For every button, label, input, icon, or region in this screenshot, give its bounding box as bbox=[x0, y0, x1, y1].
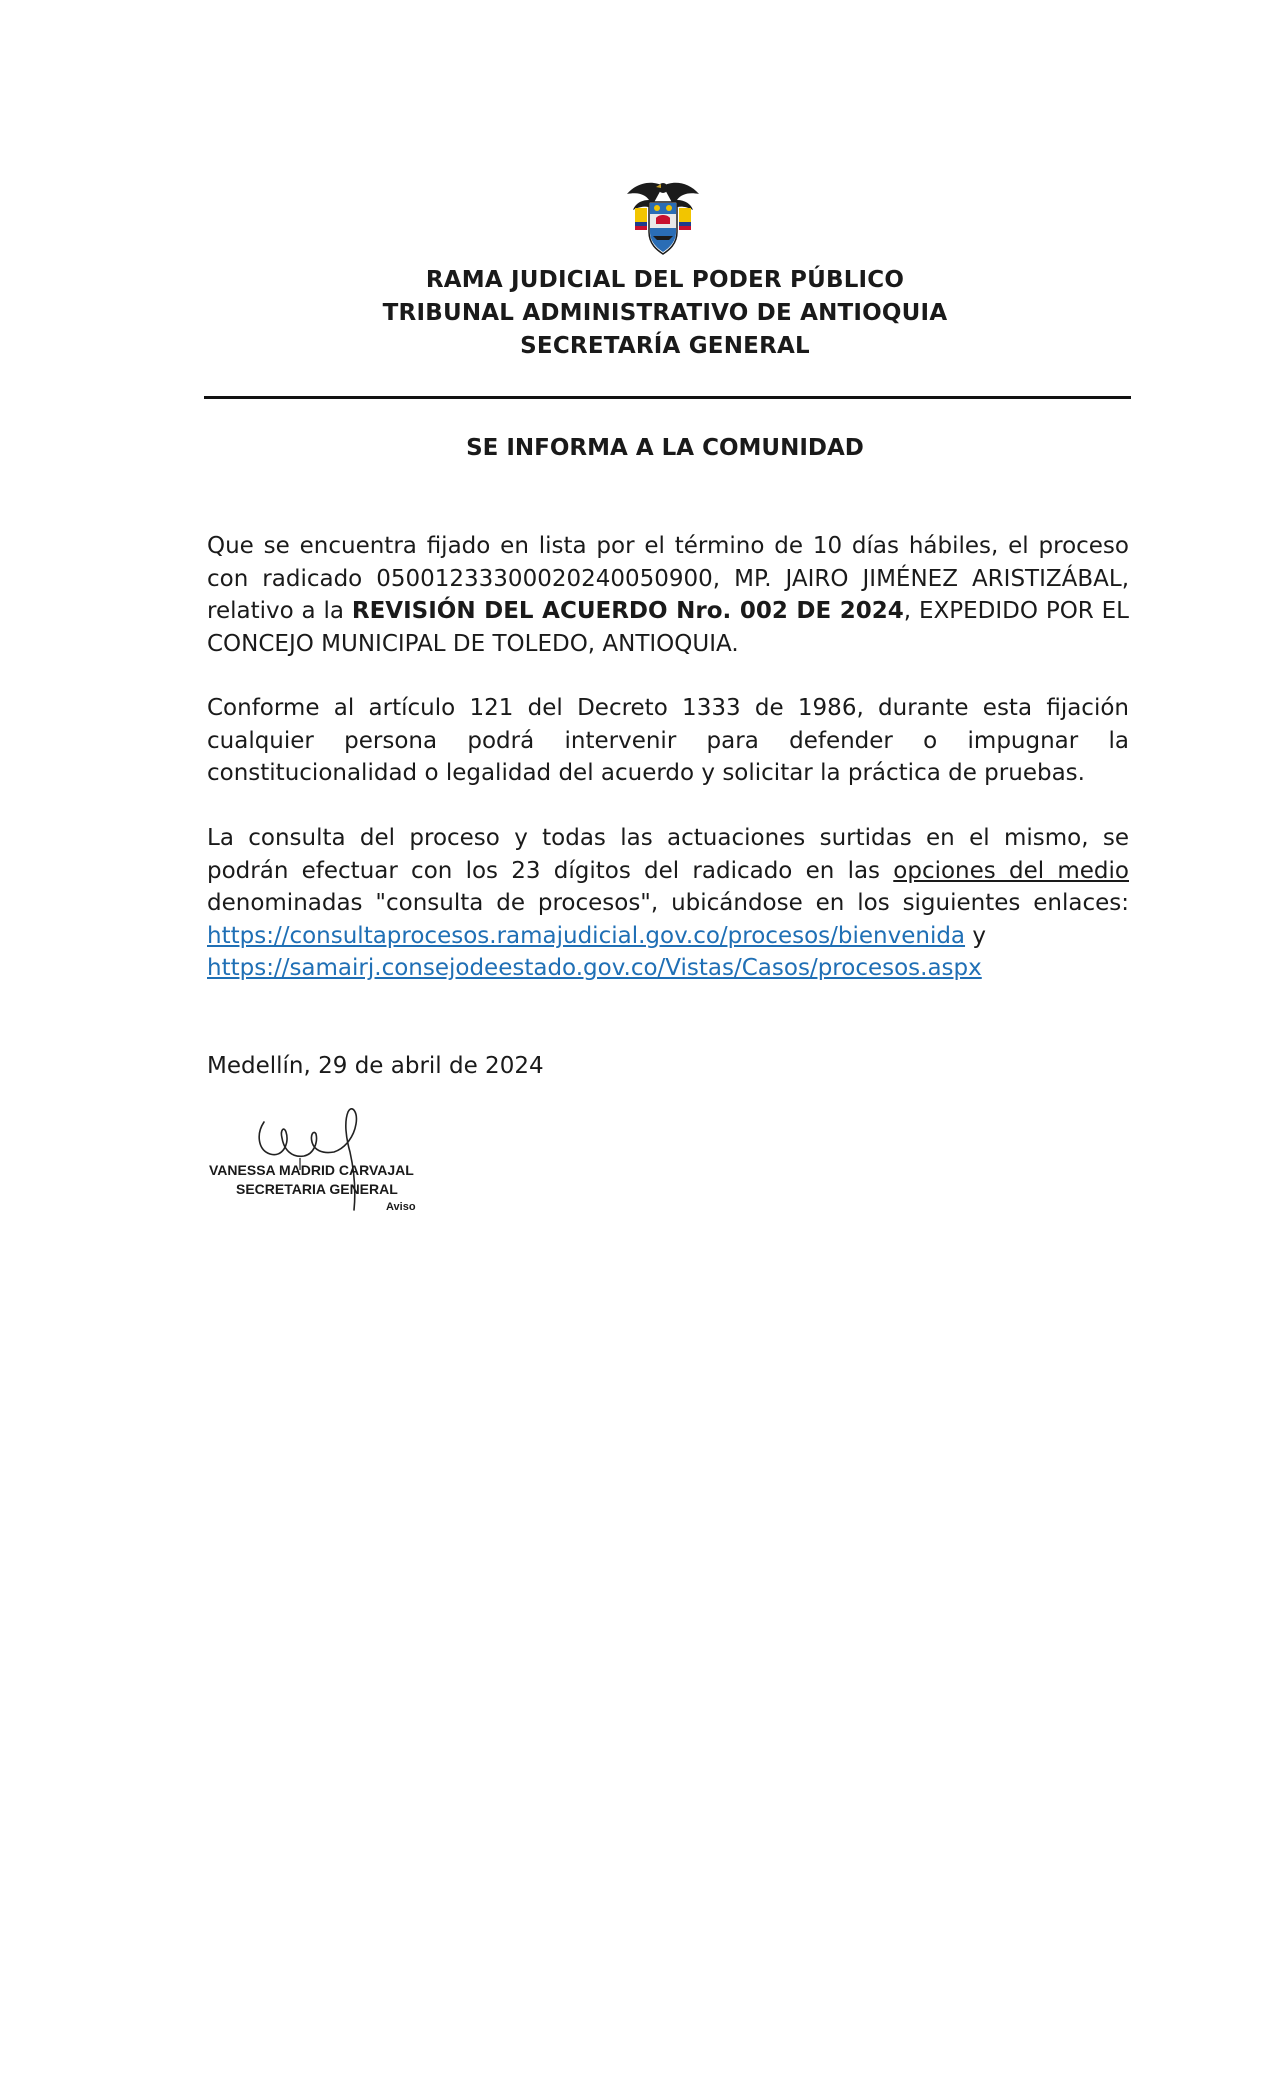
consulta-procesos-link[interactable]: https://consultaprocesos.ramajudicial.gov.co/procesos/bienvenida bbox=[207, 922, 966, 949]
samairj-link[interactable]: https://samairj.consejodeestado.gov.co/Vistas/Casos/procesos.aspx bbox=[207, 955, 982, 981]
paragraph-3-text-b: denominadas "consulta de procesos", ubicándose en los siguientes enlaces: bbox=[207, 890, 1129, 916]
header-divider bbox=[204, 396, 1131, 399]
document-header bbox=[200, 264, 1130, 363]
signature-block bbox=[200, 1086, 440, 1226]
paragraph-3-text-a: La consulta del proceso y todas las actuaciones surtidas en el mismo, se podrán efectuar con los 23 dígitos del radicado en las bbox=[207, 825, 1129, 884]
paragraph-1-text-a: Que se encuentra fijado en lista por el término de 10 días hábiles, el proceso con radicado 05001233300020240050900, MP. JAIRO JIMÉNEZ ARISTIZÁBAL, relativo a la bbox=[207, 533, 1129, 624]
dateline: Medellín, 29 de abril de 2024 bbox=[207, 1053, 544, 1079]
notice-title: SE INFORMA A LA COMUNIDAD bbox=[466, 435, 864, 461]
signer-name: VANESSA MADRID CARVAJAL bbox=[209, 1162, 414, 1178]
paragraph-1 bbox=[207, 530, 1129, 660]
paragraph-1-text-b: , EXPEDIDO POR EL CONCEJO MUNICIPAL DE TOLEDO, ANTIOQUIA. bbox=[207, 598, 1129, 657]
header-line-3: SECRETARÍA GENERAL bbox=[520, 333, 810, 359]
signature-note: Aviso bbox=[386, 1201, 416, 1213]
signer-role: SECRETARIA GENERAL bbox=[236, 1181, 398, 1197]
paragraph-2: Conforme al artículo 121 del Decreto 1333 de 1986, durante esta fijación cualquier persona podrá intervenir para defender o impugnar la constitucionalidad o legalidad del acuerdo y solicitar la práctica de pruebas. bbox=[207, 695, 1129, 786]
paragraph-3 bbox=[207, 822, 1129, 985]
header-line-2: TRIBUNAL ADMINISTRATIVO DE ANTIOQUIA bbox=[382, 300, 948, 326]
paragraph-1-bold: REVISIÓN DEL ACUERDO Nro. 002 DE 2024 bbox=[351, 598, 904, 624]
colombia-coat-of-arms-icon bbox=[623, 178, 703, 258]
header-line-1: RAMA JUDICIAL DEL PODER PÚBLICO bbox=[425, 267, 905, 293]
paragraph-3-connector: y bbox=[965, 922, 986, 949]
paragraph-3-underlined: opciones del medio bbox=[893, 857, 1129, 884]
